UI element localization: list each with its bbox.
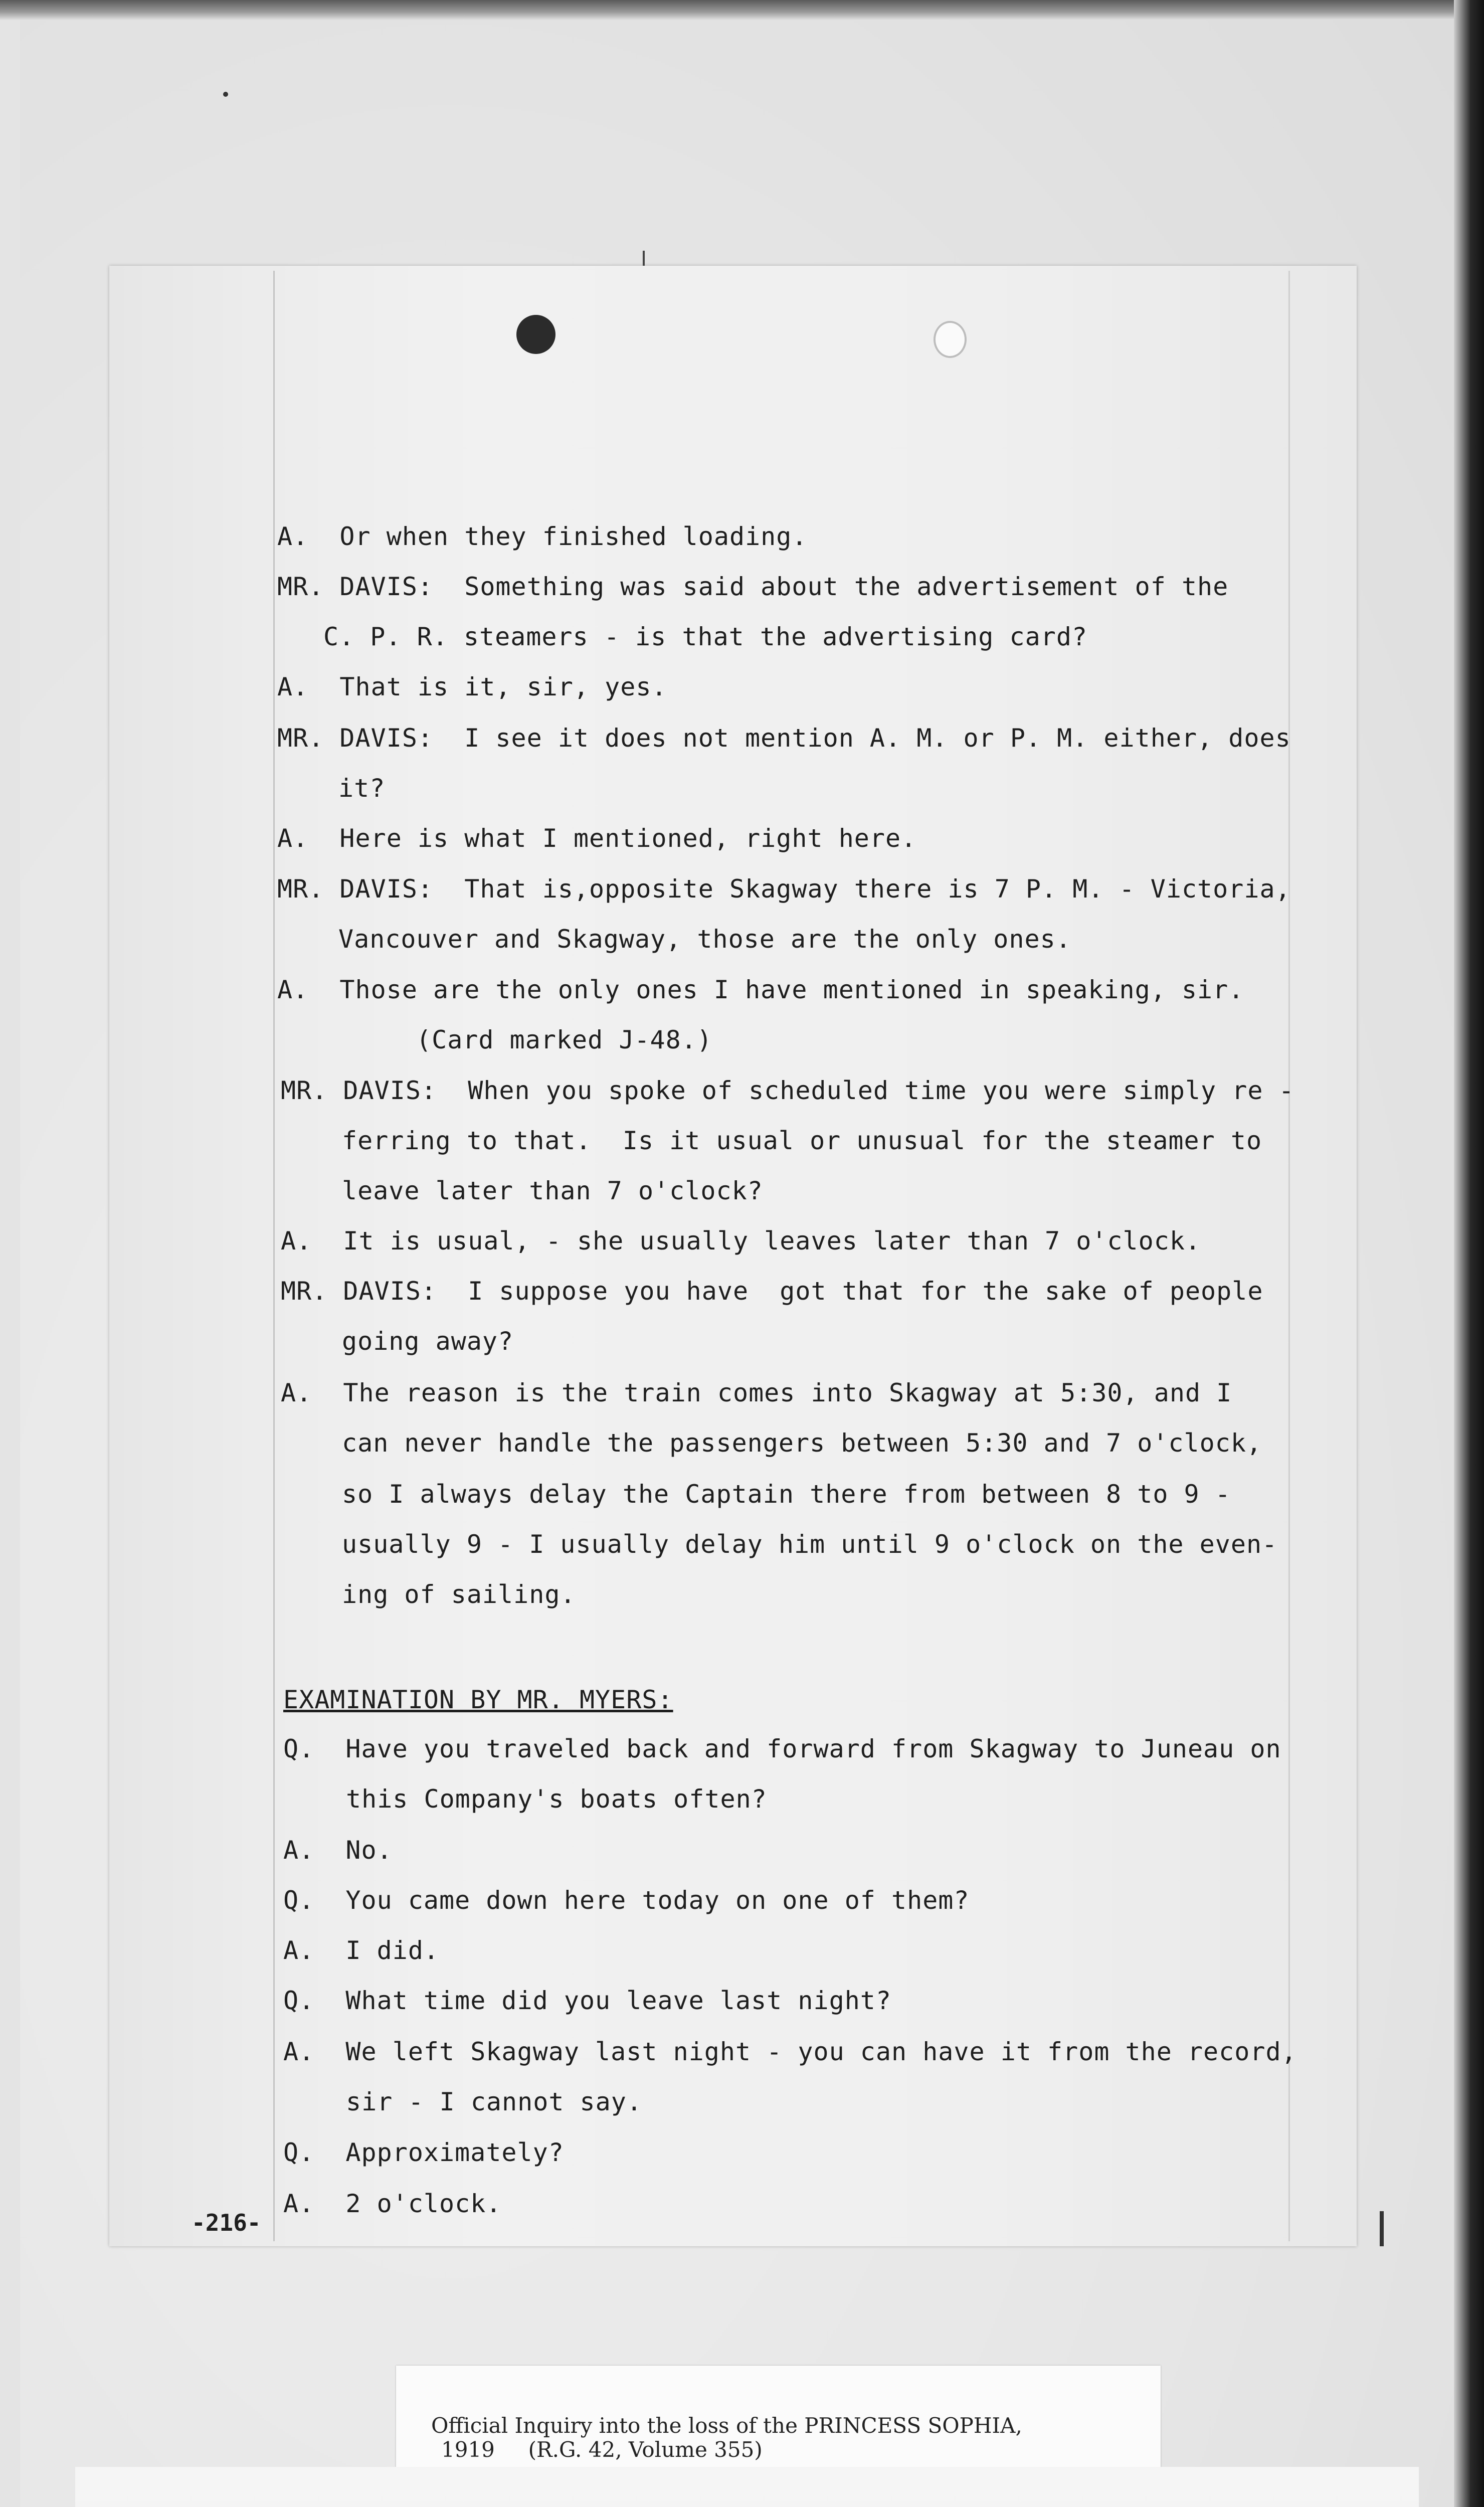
text-line: A. No.: [283, 1836, 393, 1865]
text-line: MR. DAVIS: When you spoke of scheduled time you were simply re -: [281, 1076, 1294, 1105]
text-line: A. We left Skagway last night - you can have it from the record,: [283, 2037, 1297, 2066]
punch-hole-icon: [516, 315, 555, 354]
edge-mark: [1380, 2211, 1384, 2246]
text-line: this Company's boats often?: [346, 1784, 767, 1814]
text-line: can never handle the passengers between 5:30 and 7 o'clock,: [342, 1428, 1262, 1458]
text-line: A. Those are the only ones I have mentioned in speaking, sir.: [277, 975, 1244, 1004]
caption-line: Official Inquiry into the loss of the PRINCESS SOPHIA,: [431, 2413, 1022, 2438]
text-line: usually 9 - I usually delay him until 9 o'clock on the even-: [342, 1530, 1278, 1559]
text-line: A. I did.: [283, 1936, 440, 1965]
text-line: A. The reason is the train comes into Skagway at 5:30, and I: [281, 1378, 1232, 1407]
text-line: ing of sailing.: [342, 1580, 576, 1609]
text-line: MR. DAVIS: That is,opposite Skagway there is 7 P. M. - Victoria,: [277, 874, 1291, 904]
text-line: it?: [338, 774, 386, 803]
text-line: MR. DAVIS: I suppose you have got that for the sake of people: [281, 1277, 1263, 1306]
text-line: ferring to that. Is it usual or unusual for the steamer to: [342, 1126, 1262, 1155]
text-line: Q. You came down here today on one of them?: [283, 1886, 970, 1915]
text-line: Q. What time did you leave last night?: [283, 1986, 891, 2015]
text-line: A. Here is what I mentioned, right here.: [277, 824, 917, 853]
text-line: MR. DAVIS: I see it does not mention A. M. or P. M. either, does: [277, 724, 1291, 753]
text-line: Q. Approximately?: [283, 2138, 564, 2167]
text-line: going away?: [342, 1327, 514, 1356]
punch-hole-icon: [934, 321, 967, 358]
staple-mark: [643, 251, 645, 266]
text-line: C. P. R. steamers - is that the advertising card?: [323, 622, 1088, 651]
caption-line: 1919 (R.G. 42, Volume 355): [441, 2437, 763, 2462]
scan-edge-top: [0, 0, 1484, 20]
page-number: -216-: [192, 2209, 261, 2236]
text-line: (Card marked J-48.): [416, 1025, 712, 1054]
text-line: A. That is it, sir, yes.: [277, 672, 667, 701]
text-line: so I always delay the Captain there from between 8 to 9 -: [342, 1480, 1231, 1509]
scan-edge-right: [1454, 0, 1484, 2507]
text-line: leave later than 7 o'clock?: [342, 1176, 763, 1205]
text-line: A. 2 o'clock.: [283, 2189, 502, 2218]
text-line: MR. DAVIS: Something was said about the advertisement of the: [277, 572, 1229, 601]
archives-card: [75, 2467, 1419, 2507]
text-line: Q. Have you traveled back and forward from Skagway to Juneau on: [283, 1734, 1281, 1763]
caption-label: [396, 2366, 1161, 2471]
text-line: A. Or when they finished loading.: [277, 522, 808, 551]
text-line: Vancouver and Skagway, those are the only ones.: [338, 925, 1071, 954]
section-heading: EXAMINATION BY MR. MYERS:: [283, 1685, 673, 1714]
page-fold-left: [273, 271, 275, 2241]
page-fold-right: [1288, 271, 1290, 2241]
text-line: A. It is usual, - she usually leaves later than 7 o'clock.: [281, 1226, 1201, 1256]
speck: [223, 92, 228, 97]
text-line: sir - I cannot say.: [346, 2087, 642, 2116]
